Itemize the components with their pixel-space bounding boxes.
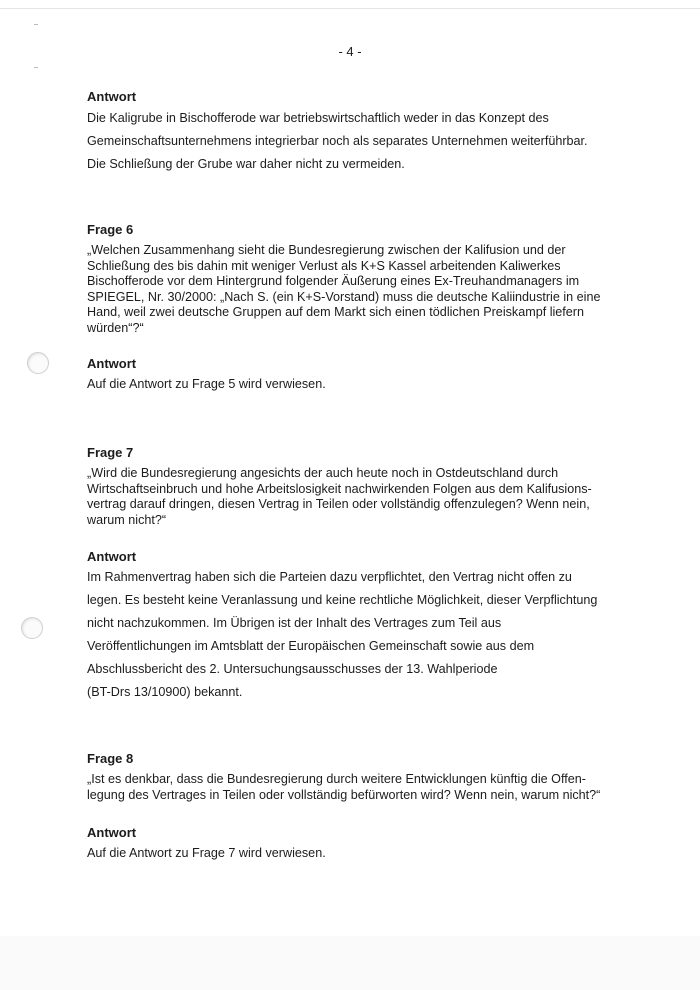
answer-5-section: [87, 89, 622, 176]
text-line: legen. Es besteht keine Veranlassung und keine rechtliche Möglichkeit, dieser Verpflichtung: [87, 593, 598, 607]
text-line: Gemeinschaftsunternehmens integrierbar noch als separates Unternehmen weiterführbar.: [87, 134, 588, 148]
answer-7-heading: Antwort: [87, 549, 137, 564]
question-8-section: [87, 751, 622, 803]
punch-hole-mark: [21, 617, 43, 639]
question-6-section: [87, 222, 622, 337]
question-8-heading: Frage 8: [87, 751, 134, 766]
answer-6-text: [87, 373, 622, 396]
text-line: Abschlussbericht des 2. Untersuchungsausschusses der 13. Wahlperiode: [87, 662, 498, 676]
text-line: Auf die Antwort zu Frage 5 wird verwiesen.: [87, 377, 326, 391]
text-line: vertrag darauf dringen, diesen Vertrag in Teilen oder vollständig offenzulegen? Wenn nein,: [87, 497, 590, 512]
answer-8-section: [87, 825, 622, 865]
text-line: Veröffentlichungen im Amtsblatt der Europäischen Gemeinschaft sowie aus dem: [87, 639, 535, 653]
answer-5-heading: Antwort: [87, 89, 137, 104]
text-line: Die Kaligrube in Bischofferode war betriebswirtschaftlich weder in das Konzept des: [87, 111, 549, 125]
page-number: - 4 -: [338, 44, 362, 59]
text-line: SPIEGEL, Nr. 30/2000: „Nach S. (ein K+S-Vorstand) muss die deutsche Kaliindustrie in eine: [87, 289, 601, 304]
text-line: warum nicht?“: [87, 512, 167, 527]
text-line: Die Schließung der Grube war daher nicht zu vermeiden.: [87, 157, 405, 171]
text-line: Hand, weil zwei deutsche Gruppen auf dem Markt sich einen tödlichen Preiskampf liefern: [87, 305, 585, 320]
text-line: (BT-Drs 13/10900) bekannt.: [87, 685, 243, 699]
answer-7-section: [87, 549, 622, 704]
top-edge-line: [0, 8, 700, 9]
margin-tick-mark: [34, 67, 38, 68]
text-line: „Ist es denkbar, dass die Bundesregierung durch weitere Entwicklungen künftig die Offen-: [87, 772, 586, 786]
question-6-heading: Frage 6: [87, 222, 134, 237]
text-line: „Wird die Bundesregierung angesichts der auch heute noch in Ostdeutschland durch: [87, 466, 559, 480]
answer-8-text: [87, 842, 622, 865]
bottom-margin-shade: [0, 936, 700, 990]
question-7-heading: Frage 7: [87, 445, 134, 460]
answer-8-heading: Antwort: [87, 825, 137, 840]
margin-tick-mark: [34, 24, 38, 25]
answer-6-section: [87, 356, 622, 396]
question-6-text: [87, 243, 622, 337]
text-line: Auf die Antwort zu Frage 7 wird verwiesen.: [87, 846, 326, 860]
question-7-text: [87, 466, 622, 528]
text-line: Im Rahmenvertrag haben sich die Parteien dazu verpflichtet, den Vertrag nicht offen zu: [87, 570, 572, 584]
text-line: Bischofferode vor dem Hintergrund folgender Äußerung eines Ex-Treuhandmanagers im: [87, 274, 580, 289]
answer-7-text: [87, 566, 622, 704]
question-8-text: [87, 772, 622, 803]
answer-5-text: [87, 107, 622, 176]
question-7-section: [87, 445, 622, 528]
punch-hole-mark: [27, 352, 49, 374]
text-line: „Welchen Zusammenhang sieht die Bundesregierung zwischen der Kalifusion und der: [87, 243, 566, 257]
text-line: Wirtschaftseinbruch und hohe Arbeitslosigkeit nachwirkenden Folgen aus dem Kalifusions-: [87, 481, 592, 496]
answer-6-heading: Antwort: [87, 356, 137, 371]
text-line: nicht nachzukommen. Im Übrigen ist der Inhalt des Vertrages zum Teil aus: [87, 616, 502, 630]
text-line: würden“?“: [87, 320, 144, 335]
text-line: legung des Vertrages in Teilen oder vollständig befürworten wird? Wenn nein, warum nicht?“: [87, 787, 601, 802]
text-line: Schließung des bis dahin mit weniger Verlust als K+S Kassel arbeitenden Kaliwerkes: [87, 258, 561, 273]
